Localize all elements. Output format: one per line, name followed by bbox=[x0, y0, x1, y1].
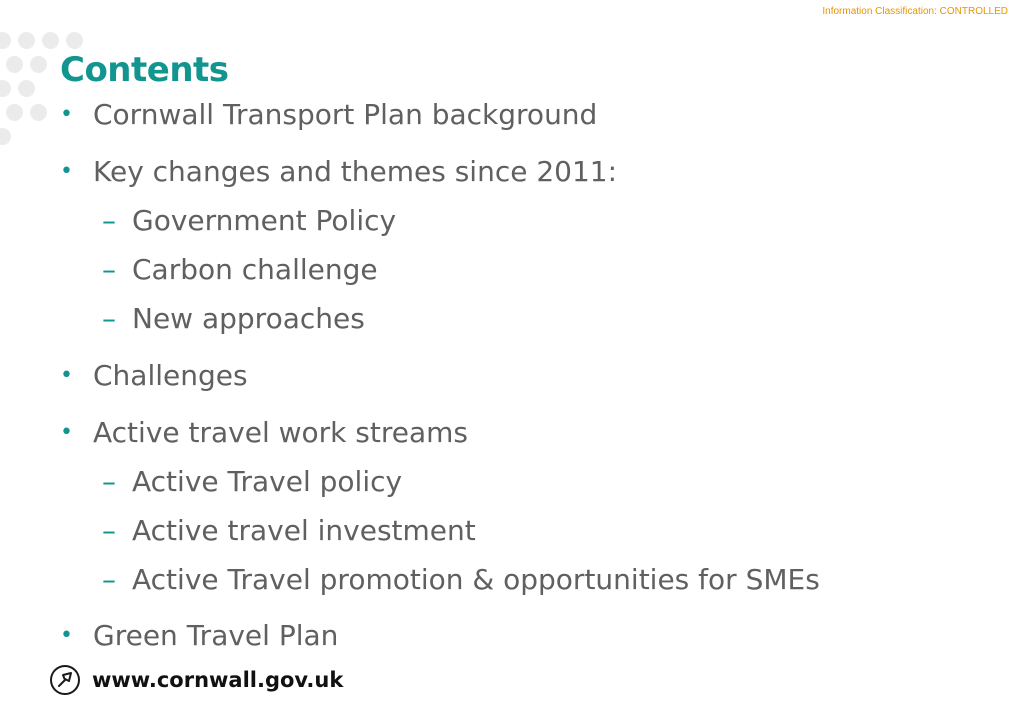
sub-list-item bbox=[102, 514, 476, 547]
list-item bbox=[60, 359, 248, 392]
decor-dot bbox=[18, 32, 35, 49]
list-item-text: New approaches bbox=[132, 302, 365, 335]
sub-list-item bbox=[102, 563, 820, 596]
list-item-text: Green Travel Plan bbox=[93, 619, 339, 652]
footer bbox=[50, 665, 343, 695]
decor-dot bbox=[0, 128, 11, 145]
list-item-text: Active Travel policy bbox=[132, 465, 403, 498]
bullet-icon: • bbox=[60, 623, 73, 648]
sub-list-item bbox=[102, 253, 378, 286]
sub-list-item bbox=[102, 302, 365, 335]
list-item bbox=[60, 619, 338, 652]
list-item-text: Active Travel promotion & opportunities for SMEs bbox=[132, 563, 820, 596]
dash-icon: – bbox=[102, 253, 116, 286]
decor-dot bbox=[66, 32, 83, 49]
dash-icon: – bbox=[102, 302, 116, 335]
list-item-text: Government Policy bbox=[132, 204, 397, 237]
dash-icon: – bbox=[102, 204, 116, 237]
list-item-text: Active travel work streams bbox=[93, 416, 469, 449]
decor-dot bbox=[6, 104, 23, 121]
dash-icon: – bbox=[102, 465, 116, 498]
sub-list-item bbox=[102, 465, 402, 498]
decor-dot bbox=[18, 80, 35, 97]
dash-icon: – bbox=[102, 563, 116, 596]
bullet-icon: • bbox=[60, 159, 73, 184]
dash-icon: – bbox=[102, 514, 116, 547]
decor-dot bbox=[30, 104, 47, 121]
classification-label: Information Classification: CONTROLLED bbox=[822, 6, 1008, 17]
decor-dot bbox=[0, 80, 11, 97]
list-item-text: Cornwall Transport Plan background bbox=[93, 98, 598, 131]
list-item bbox=[60, 416, 468, 449]
list-item bbox=[60, 98, 597, 131]
decor-dot bbox=[42, 32, 59, 49]
website-url[interactable]: www.cornwall.gov.uk bbox=[92, 668, 344, 692]
list-item-text: Challenges bbox=[93, 359, 248, 392]
decor-dot bbox=[6, 56, 23, 73]
list-item-text: Key changes and themes since 2011: bbox=[93, 155, 618, 188]
arrow-icon bbox=[56, 671, 74, 689]
decorative-dots bbox=[0, 30, 100, 150]
page-title: Contents bbox=[60, 50, 229, 90]
decor-dot bbox=[30, 56, 47, 73]
bullet-icon: • bbox=[60, 102, 73, 127]
cornwall-council-logo-icon bbox=[50, 665, 80, 695]
bullet-icon: • bbox=[60, 363, 73, 388]
list-item-text: Carbon challenge bbox=[132, 253, 378, 286]
sub-list-item bbox=[102, 204, 396, 237]
list-item bbox=[60, 155, 617, 188]
bullet-icon: • bbox=[60, 420, 73, 445]
decor-dot bbox=[0, 32, 11, 49]
list-item-text: Active travel investment bbox=[132, 514, 476, 547]
